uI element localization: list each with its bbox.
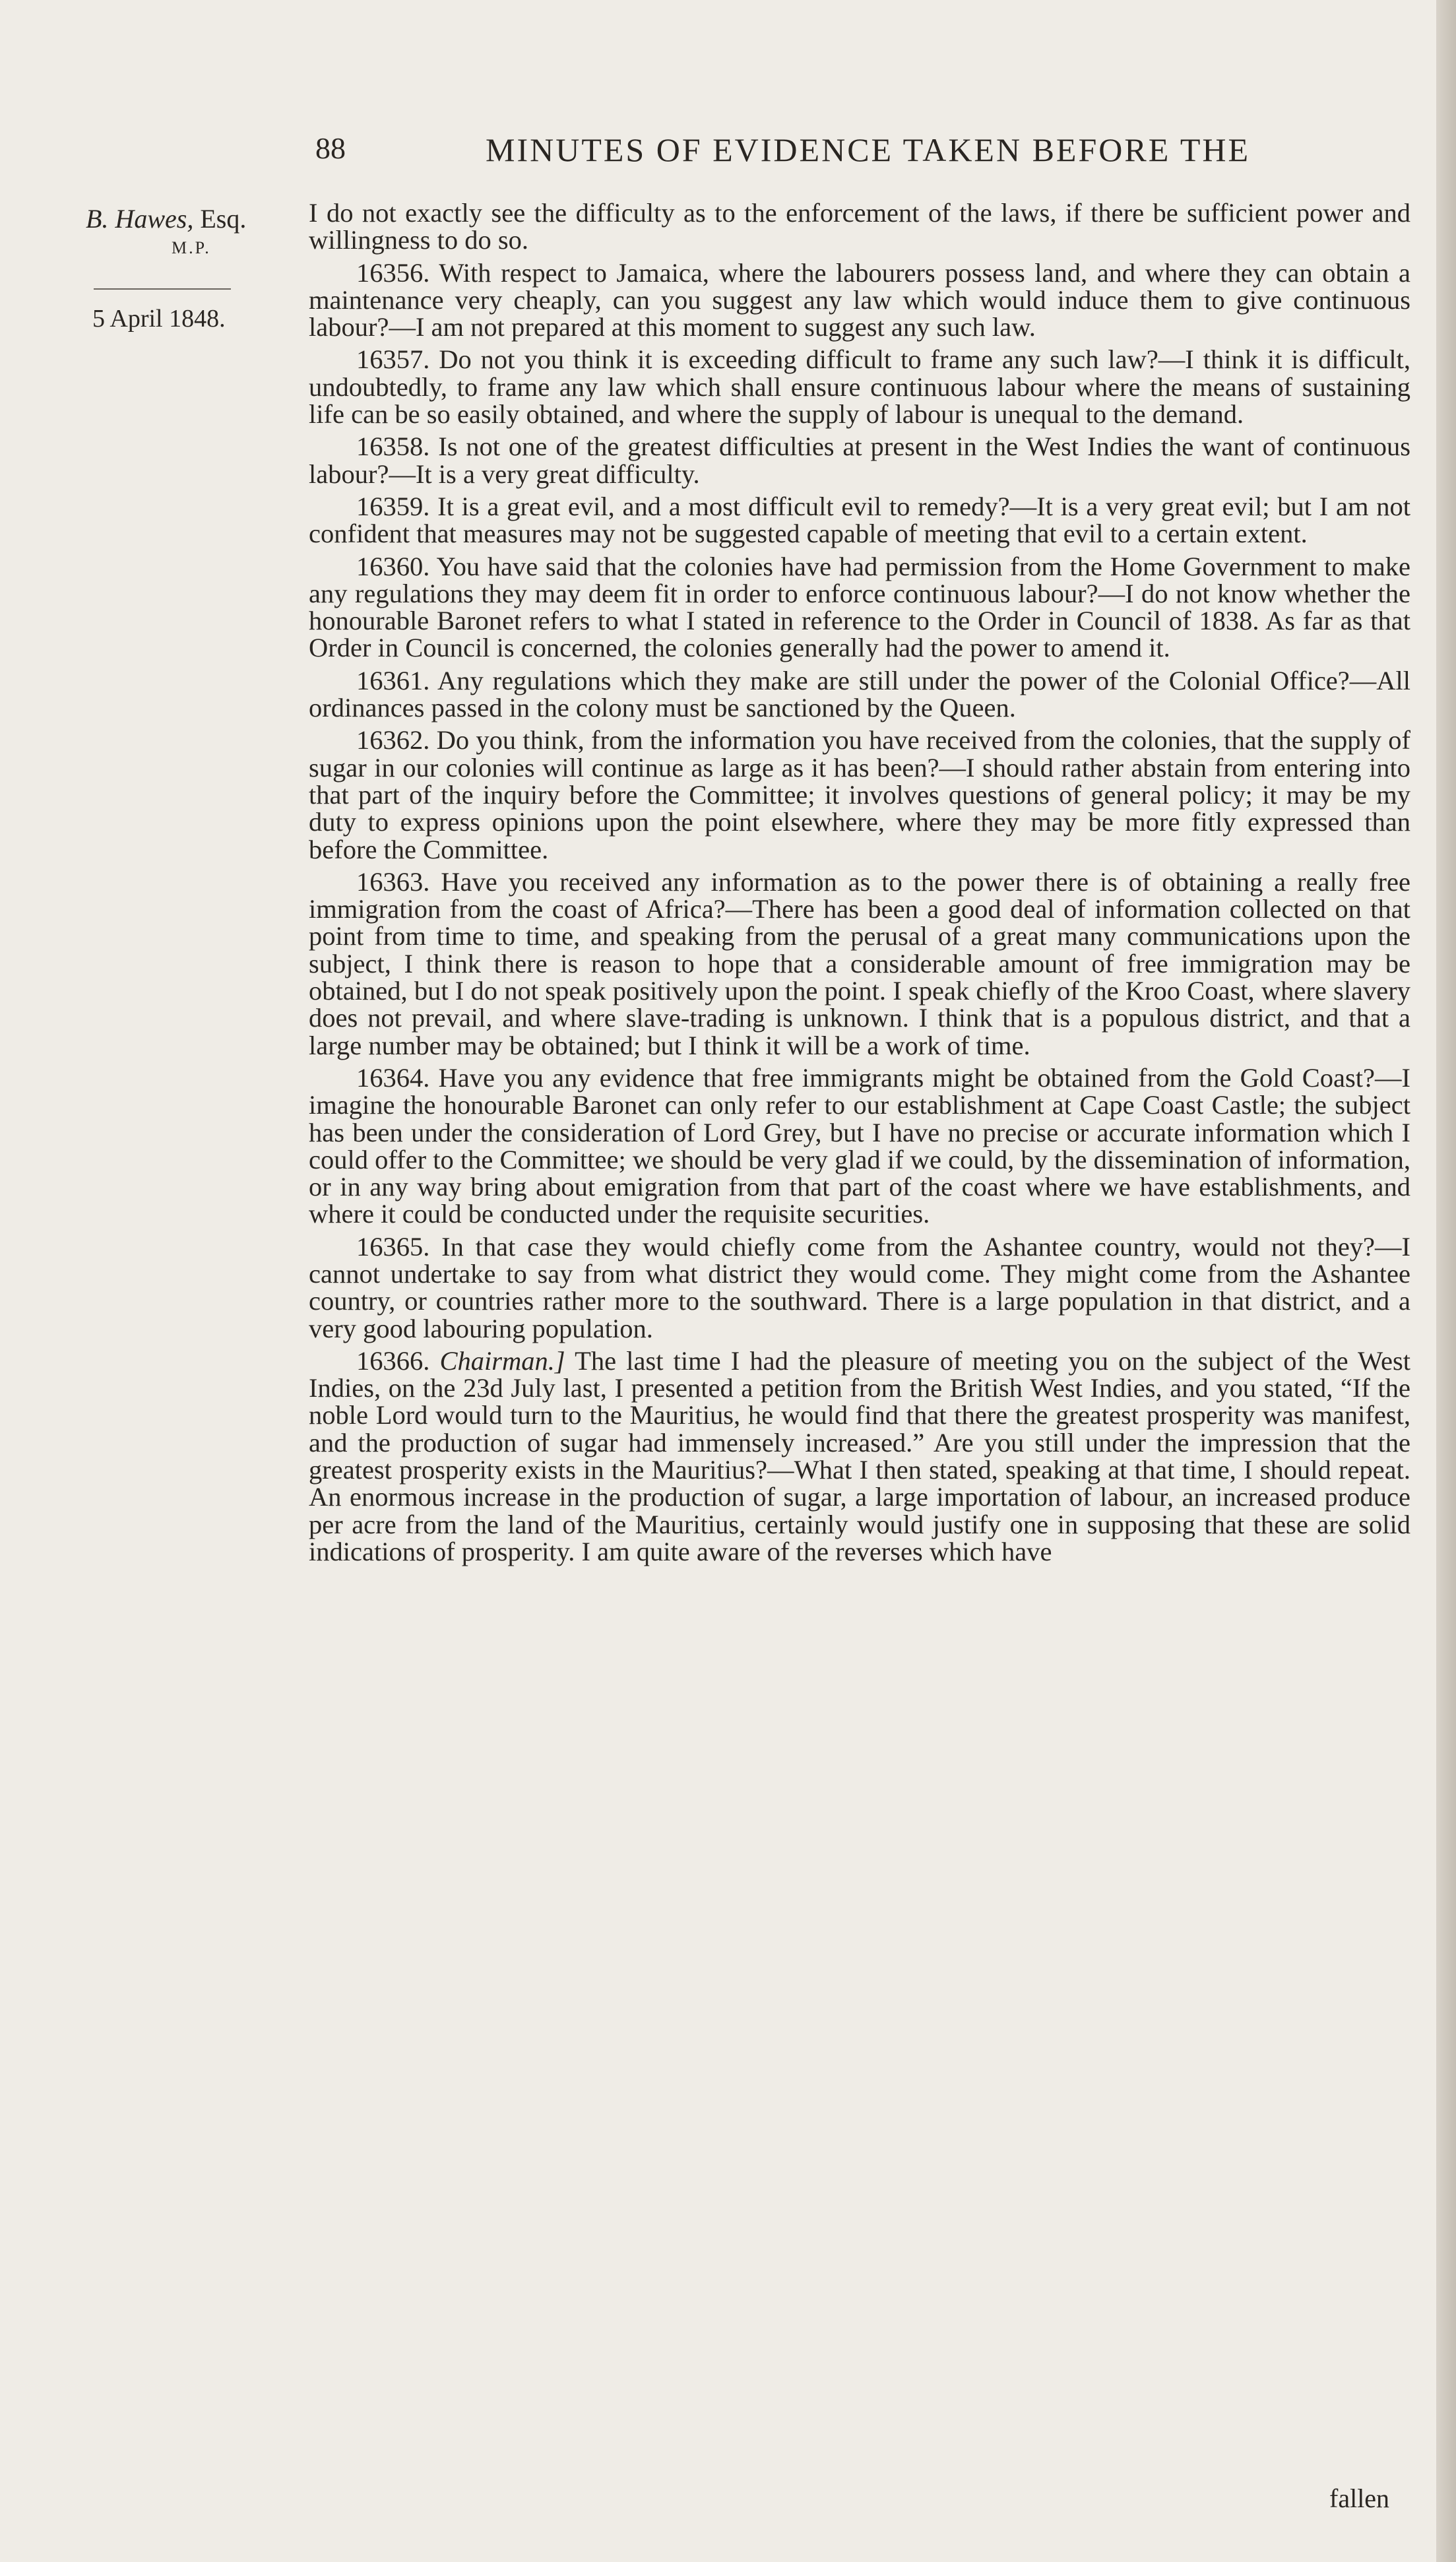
question-number: 16366. (356, 1345, 440, 1376)
margin-rule (94, 288, 231, 290)
running-head (315, 131, 1279, 177)
paragraph: 16360. You have said that the colonies have had permission from the Home Government to make any regulations they may deem fit in order to enforce continuous labour?—I do not know whether the honourable Baronet refers to what I stated in reference to the Order in Council of 1838. As far as that Order in Council is concerned, the colonies generally had the power to amend it. (309, 551, 1410, 663)
question-number: 16362. (356, 725, 437, 755)
page-edge (1436, 0, 1456, 2562)
question-number: 16357. (356, 344, 439, 375)
paragraph: 16356. With respect to Jamaica, where the labourers possess land, and where they can obtain a maintenance very cheaply, can you suggest any law which would induce them to give continuous labour?—I am not prepared at this moment to suggest any such law. (309, 257, 1410, 342)
page-number: 88 (315, 131, 346, 165)
witness-line (86, 203, 303, 234)
paragraph: 16361. Any regulations which they make are still under the power of the Colonial Office?—All ordinances passed in the colony must be sanctioned by the Queen. (309, 665, 1410, 723)
paragraph: 16362. Do you think, from the information you have received from the colonies, that the supply of sugar in our colonies will continue as large as it has been?—I should rather abstain from entering into that part of the inquiry before the Committee; it involves questions of general policy; it may be my duty to express opinions upon the point elsewhere, where they may be more fitly expressed than before the Committee. (309, 725, 1410, 864)
speaker-lead: Chairman.] (439, 1345, 565, 1376)
paragraph: 16357. Do not you think it is exceeding difficult to frame any such law?—I think it is difficult, undoubtedly, to frame any law which shall ensure continuous labour where the means of sustaining life can be so easily obtained, and where the supply of labour is unequal to the demand. (309, 344, 1411, 430)
question-number: 16365. (356, 1231, 442, 1262)
witness-suffix: Esq. (193, 204, 247, 234)
witness-name: B. Hawes, (86, 204, 194, 234)
running-title: MINUTES OF EVIDENCE TAKEN BEFORE THE (486, 131, 1251, 168)
paragraph: 16365. In that case they would chiefly come from the Ashantee country, would not they?—I cannot undertake to say from what district they would come. They might come from the Ashantee country, or countries rather more to the southward. There is a large population in that district, and a very good labouring population. (309, 1231, 1411, 1343)
paragraph: 16358. Is not one of the greatest difficulties at present in the West Indies the want of continuous labour?—It is a very great difficulty. (309, 432, 1410, 489)
witness-date: 5 April 1848. (92, 305, 226, 333)
paragraph: 16363. Have you received any information as to the power there is of obtaining a really free immigration from the coast of Africa?—There has been a good deal of information collected on that point from time to time, and speaking from the perusal of a great many communications upon the subject, I think there is reason to hope that a considerable amount of free immigration may be obtained, but I do not speak positively upon the point. I speak chiefly of the Kroo Coast, where slavery does not prevail, and where slave-trading is unknown. I think that is a populous district, and that a large number may be obtained; but I think it will be a work of time. (309, 866, 1410, 1060)
question-number: 16358. (356, 432, 439, 462)
question-number: 16363. (356, 866, 441, 897)
paragraph: 16364. Have you any evidence that free immigrants might be obtained from the Gold Coast?—I imagine the honourable Baronet can only refer to our establishment at Cape Coast Castle; the subject has been under the consideration of Lord Grey, but I have no precise or accurate information which I could offer to the Committee; we should be very glad if we could, by the dissemination of information, or in any way bring about emigration from that part of the coast where we have establishments, and where it could be conducted under the requisite securities. (309, 1062, 1411, 1229)
question-number: 16359. (356, 491, 438, 521)
margin-note (86, 203, 303, 333)
paragraph: 16366. Chairman.] The last time I had the pleasure of meeting you on the subject of the West Indies, on the 23d July last, I presented a petition from the British West Indies, and you stated, “If the noble Lord would turn to the Mauritius, he would find that there the greatest prosperity was manifest, and the production of sugar had immensely increased.” Are you still under the impression that the greatest prosperity exists in the Mauritius?—What I then stated, speaking at that time, I should repeat. An enormous increase in the production of sugar, a large importation of labour, an increased produce per acre from the land of the Mauritius, certainly would justify one in supposing that these are solid indications of prosperity. I am quite aware of the reverses which have (309, 1345, 1411, 1566)
paragraph: 16359. It is a great evil, and a most difficult evil to remedy?—It is a very great evil; but I am not confident that measures may not be suggested capable of meeting that evil to a certain extent. (309, 491, 1411, 549)
catchword: fallen (1329, 2483, 1390, 2513)
evidence-body (309, 199, 1410, 1565)
question-number: 16356. (356, 257, 439, 288)
question-number: 16364. (356, 1062, 439, 1093)
question-number: 16360. (356, 551, 437, 581)
paragraph: I do not exactly see the difficulty as to the enforcement of the laws, if there be sufficient power and willingness to do so. (309, 198, 1410, 255)
witness-degree: M.P. (172, 238, 211, 257)
question-number: 16361. (356, 665, 437, 695)
